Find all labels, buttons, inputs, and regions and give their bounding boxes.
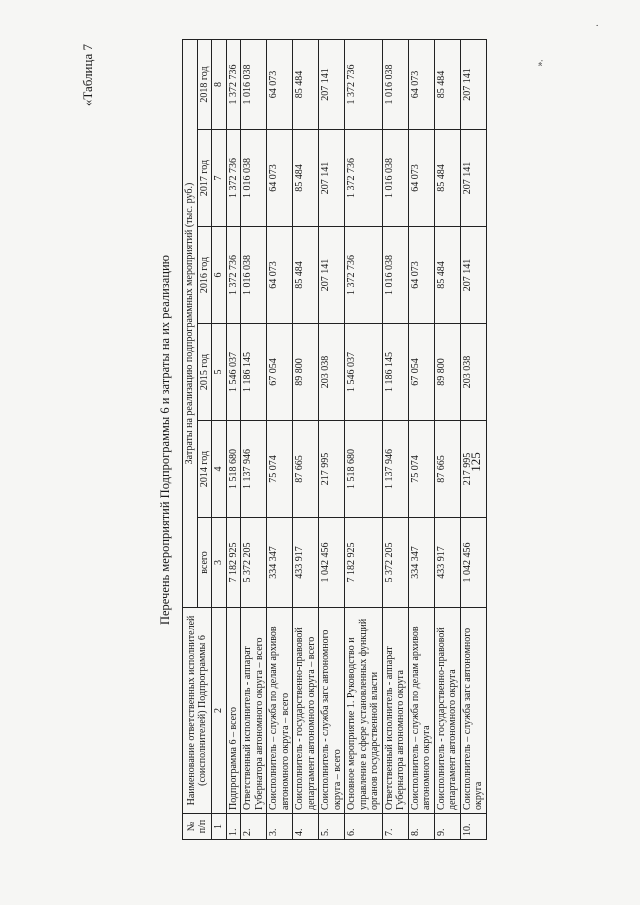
column-number: 7 (212, 130, 227, 227)
header-col-2017: 2017 год (197, 130, 212, 227)
cell-2016: 85 484 (434, 227, 460, 324)
cell-2018: 1 016 038 (241, 40, 267, 130)
table-row (382, 40, 408, 840)
row-label: Соисполнитель – служба загс автономного округа (460, 608, 486, 814)
column-number: 8 (212, 40, 227, 130)
header-col-total: всего (197, 518, 212, 608)
column-number: 5 (212, 324, 227, 421)
row-index: 5. (319, 814, 345, 840)
cell-2017: 64 073 (267, 130, 293, 227)
cell-2015: 67 054 (408, 324, 434, 421)
row-index: 2. (241, 814, 267, 840)
column-number: 6 (212, 227, 227, 324)
header-name: Наименование ответственных исполнителей (соисполнителей) Подпрограммы 6 (183, 608, 212, 814)
cell-2017: 64 073 (408, 130, 434, 227)
table-row (293, 40, 319, 840)
cell-2014: 1 137 946 (382, 421, 408, 518)
header-row-1 (183, 40, 198, 840)
cell-2018: 207 141 (319, 40, 345, 130)
cell-2018: 1 372 736 (345, 40, 383, 130)
cell-2017: 1 016 038 (241, 130, 267, 227)
cell-2015: 1 186 145 (382, 324, 408, 421)
table-row (319, 40, 345, 840)
cell-2015: 1 186 145 (241, 324, 267, 421)
cell-total: 7 182 925 (226, 518, 241, 608)
cell-2016: 207 141 (319, 227, 345, 324)
column-number: 3 (212, 518, 227, 608)
cell-2014: 1 137 946 (241, 421, 267, 518)
row-index: 1. (226, 814, 241, 840)
cell-2017: 1 016 038 (382, 130, 408, 227)
row-label: Основное мероприятие 1. Руководство и управление в сфере установленных функций органов государственной власти (345, 608, 383, 814)
cell-2018: 207 141 (460, 40, 486, 130)
row-label: Подпрограмма 6 – всего (226, 608, 241, 814)
cell-total: 7 182 925 (345, 518, 383, 608)
cell-2015: 203 038 (319, 324, 345, 421)
table-body (226, 40, 486, 840)
row-label: Соисполнитель - служба загс автономного округа – всего (319, 608, 345, 814)
row-label: Ответственный исполнитель - аппарат Губернатора автономного округа (382, 608, 408, 814)
rotated-content (80, 40, 560, 840)
cell-2015: 67 054 (267, 324, 293, 421)
column-number: 2 (212, 608, 227, 814)
header-col-2016: 2016 год (197, 227, 212, 324)
cell-total: 334 347 (267, 518, 293, 608)
table-row (460, 40, 486, 840)
cell-2014: 1 518 680 (345, 421, 383, 518)
table-row (267, 40, 293, 840)
row-index: 9. (434, 814, 460, 840)
cell-total: 433 917 (293, 518, 319, 608)
table-row (345, 40, 383, 840)
table-row (226, 40, 241, 840)
cell-total: 334 347 (408, 518, 434, 608)
expenses-table (182, 39, 487, 840)
row-label: Соисполнитель - государственно-правовой департамент автономного округа (434, 608, 460, 814)
header-col-2018: 2018 год (197, 40, 212, 130)
cell-total: 1 042 456 (319, 518, 345, 608)
cell-2014: 87 665 (434, 421, 460, 518)
cell-2014: 217 995 (319, 421, 345, 518)
cell-2017: 1 372 736 (345, 130, 383, 227)
cell-2015: 1 546 037 (345, 324, 383, 421)
cell-2017: 1 372 736 (226, 130, 241, 227)
table-caption: Перечень мероприятий Подпрограммы 6 и затраты на их реализацию (158, 254, 172, 626)
column-number-row (212, 40, 227, 840)
table-row (434, 40, 460, 840)
page-number: 125 (468, 452, 483, 472)
cell-total: 433 917 (434, 518, 460, 608)
row-label: Соисполнитель – служба по делам архивов автономного округа (408, 608, 434, 814)
header-col-2014: 2014 год (197, 421, 212, 518)
cell-2015: 203 038 (460, 324, 486, 421)
cell-2015: 89 800 (293, 324, 319, 421)
cell-total: 5 372 205 (241, 518, 267, 608)
cell-2014: 1 518 680 (226, 421, 241, 518)
cell-2016: 1 016 038 (382, 227, 408, 324)
cell-2018: 1 372 736 (226, 40, 241, 130)
cell-2018: 1 016 038 (382, 40, 408, 130)
row-index: 8. (408, 814, 434, 840)
row-index: 3. (267, 814, 293, 840)
row-label: Ответственный исполнитель - аппарат Губернатора автономного округа – всего (241, 608, 267, 814)
cell-2016: 85 484 (293, 227, 319, 324)
header-col-2015: 2015 год (197, 324, 212, 421)
cell-2017: 85 484 (434, 130, 460, 227)
cell-2017: 207 141 (460, 130, 486, 227)
row-index: 6. (345, 814, 383, 840)
cell-2017: 85 484 (293, 130, 319, 227)
table-end-mark: ». (534, 59, 545, 67)
table-row (408, 40, 434, 840)
column-number: 1 (212, 814, 227, 840)
cell-2018: 85 484 (434, 40, 460, 130)
cell-total: 5 372 205 (382, 518, 408, 608)
row-index: 7. (382, 814, 408, 840)
cell-2018: 64 073 (408, 40, 434, 130)
cell-total: 1 042 456 (460, 518, 486, 608)
cell-2016: 64 073 (267, 227, 293, 324)
cell-2014: 75 074 (267, 421, 293, 518)
cell-2015: 1 546 037 (226, 324, 241, 421)
cell-2016: 1 372 736 (226, 227, 241, 324)
column-number: 4 (212, 421, 227, 518)
row-label: Соисполнитель - государственно-правовой департамент автономного округа – всего (293, 608, 319, 814)
scan-speck: . (596, 18, 599, 28)
cell-2014: 75 074 (408, 421, 434, 518)
cell-2016: 64 073 (408, 227, 434, 324)
cell-2016: 1 016 038 (241, 227, 267, 324)
cell-2014: 87 665 (293, 421, 319, 518)
row-index: 10. (460, 814, 486, 840)
cell-2018: 85 484 (293, 40, 319, 130)
cell-2014: 217 995 (460, 421, 486, 518)
table-row (241, 40, 267, 840)
row-index: 4. (293, 814, 319, 840)
cell-2016: 1 372 736 (345, 227, 383, 324)
cell-2017: 207 141 (319, 130, 345, 227)
header-group: Затраты на реализацию подпрограммных мероприятий (тыс. руб.) (183, 40, 198, 608)
header-num: № п/п (183, 814, 212, 840)
cell-2015: 89 800 (434, 324, 460, 421)
row-label: Соисполнитель – служба по делам архивов автономного округа – всего (267, 608, 293, 814)
cell-2018: 64 073 (267, 40, 293, 130)
cell-2016: 207 141 (460, 227, 486, 324)
table-label: «Таблица 7 (80, 44, 95, 107)
